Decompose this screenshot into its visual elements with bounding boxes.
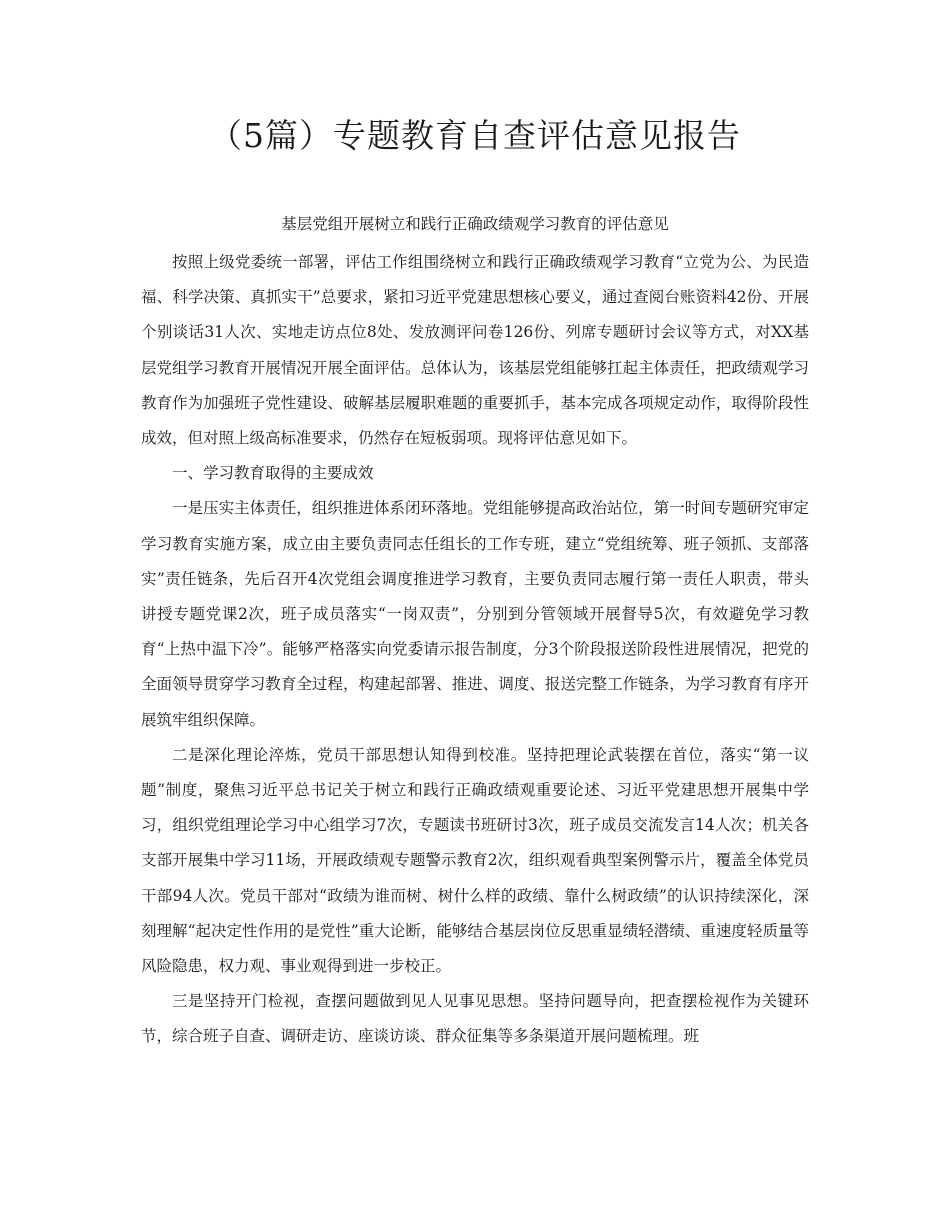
paragraph-achievement-2: 二是深化理论淬炼，党员干部思想认知得到校准。坚持把理论武装摆在首位，落实“第一议题”制度，聚焦习近平总书记关于树立和践行正确政绩观重要论述、习近平党建思想开展集中学习，组织党组理论学习中心组学习7次，专题读书班研讨3次，班子成员交流发言14人次；机关各支部开展集中学习11场，开展政绩观专题警示教育2次，组织观看典型案例警示片，覆盖全体党员干部94人次。党员干部对“政绩为谁而树、树什么样的政绩、靠什么树政绩”的认识持续深化，深刻理解“起决定性作用的是党性”重大论断，能够结合基层岗位反思重显绩轻潜绩、重速度轻质量等风险隐患，权力观、事业观得到进一步校正。 xyxy=(141,745,809,976)
paragraph-intro: 按照上级党委统一部署，评估工作组围绕树立和践行正确政绩观学习教育“立党为公、为民造福、科学决策、真抓实干”总要求，紧扣习近平党建思想核心要义，通过查阅台账资料42份、开展个别谈话31人次、实地走访点位8处、发放测评问卷126份、列席专题研讨会议等方式，对XX基层党组学习教育开展情况开展全面评估。总体认为，该基层党组能够扛起主体责任，把政绩观学习教育作为加强班子党性建设、破解基层履职难题的重要抓手，基本完成各项规定动作，取得阶段性成效，但对照上级高标准要求，仍然存在短板弱项。现将评估意见如下。 xyxy=(141,253,809,448)
paragraph-achievement-1: 一是压实主体责任，组织推进体系闭环落地。党组能够提高政治站位，第一时间专题研究审定学习教育实施方案，成立由主要负责同志任组长的工作专班，建立“党组统筹、班子领抓、支部落实”责任链条，先后召开4次党组会调度推进学习教育，主要负责同志履行第一责任人职责，带头讲授专题党课2次，班子成员落实“一岗双责”，分别到分管领域开展督导5次，有效避免学习教育“上热中温下冷”。能够严格落实向党委请示报告制度，分3个阶段报送阶段性进展情况，把党的全面领导贯穿学习教育全过程，构建起部署、推进、调度、报送完整工作链条，为学习教育有序开展筑牢组织保障。 xyxy=(141,499,809,729)
document-title: （5篇）专题教育自查评估意见报告 xyxy=(209,116,741,155)
section-heading: 一、学习教育取得的主要成效 xyxy=(172,464,374,483)
document-body xyxy=(141,245,809,1055)
paragraph-achievement-3: 三是坚持开门检视，查摆问题做到见人见事见思想。坚持问题导向，把查摆检视作为关键环节，综合班子自查、调研走访、座谈访谈、群众征集等多条渠道开展问题梳理。班 xyxy=(141,992,809,1046)
document-subtitle: 基层党组开展树立和践行正确政绩观学习教育的评估意见 xyxy=(281,215,669,233)
